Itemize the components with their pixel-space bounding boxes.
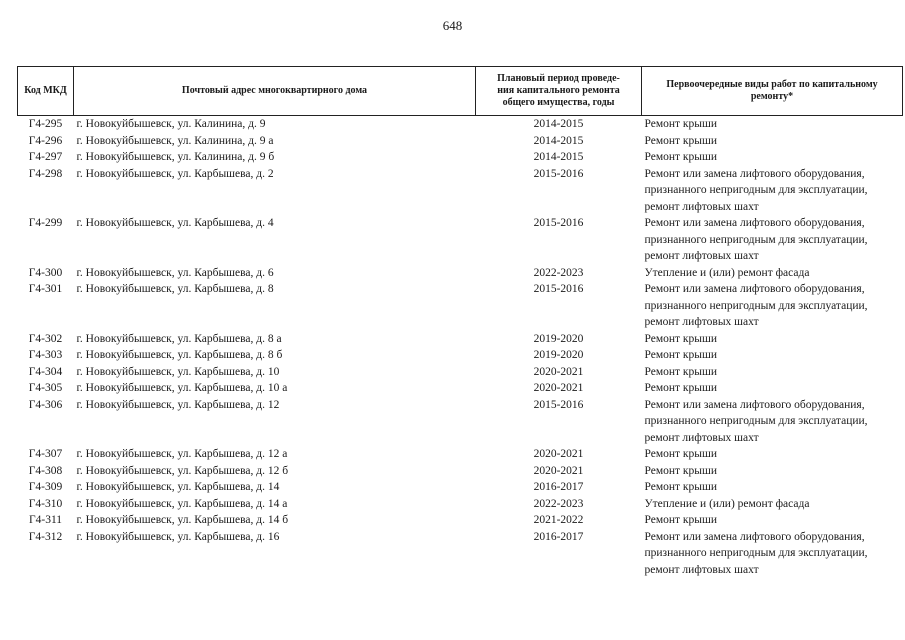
table-row: [18, 215, 903, 265]
work-type-line: Ремонт крыши: [644, 151, 718, 163]
address-cell: г. Новокуйбышевск, ул. Карбышева, д. 10 а: [76, 382, 288, 394]
header-address: Почтовый адрес многоквартирного дома: [74, 67, 476, 116]
period-cell: 2016-2017: [533, 530, 584, 543]
work-type-line: Ремонт крыши: [644, 481, 718, 493]
table-row: [18, 116, 903, 133]
table-row: [18, 166, 903, 216]
period-cell: 2019-2020: [533, 349, 584, 361]
work-types-cell: [642, 281, 903, 331]
work-type-line: Ремонт крыши: [644, 382, 718, 394]
house-code-cell: Г4-312: [28, 530, 63, 543]
page-number: 648: [442, 18, 463, 33]
work-types-cell: [642, 380, 903, 397]
work-types-cell: [642, 215, 903, 265]
house-code-cell: Г4-303: [28, 349, 63, 361]
housing-register-table: [17, 66, 903, 578]
work-types-cell: [642, 446, 903, 463]
period-cell: 2015-2016: [533, 217, 584, 229]
header-period-line-3: общего имущества, годы: [502, 97, 615, 108]
period-cell: 2016-2017: [533, 481, 584, 493]
work-types-cell: [642, 529, 903, 579]
period-cell: 2014-2015: [533, 151, 584, 163]
address-cell: г. Новокуйбышевск, ул. Карбышева, д. 4: [76, 217, 274, 229]
period-cell: 2020-2021: [533, 365, 584, 378]
work-types-cell: [642, 116, 903, 133]
address-cell: г. Новокуйбышевск, ул. Карбышева, д. 14: [76, 481, 280, 493]
work-type-line: Ремонт крыши: [644, 118, 718, 130]
address-cell: г. Новокуйбышевск, ул. Карбышева, д. 14 а: [76, 497, 288, 510]
work-type-line: признанного непригодным для эксплуатации,: [644, 233, 868, 246]
address-cell: г. Новокуйбышевск, ул. Калинина, д. 9: [76, 118, 266, 130]
work-type-line: Ремонт или замена лифтового оборудования,: [644, 398, 865, 411]
work-types-cell: [642, 331, 903, 348]
house-code-cell: Г4-310: [28, 497, 63, 510]
house-code-cell: Г4-297: [28, 151, 63, 163]
work-types-cell: [642, 133, 903, 150]
work-type-line: ремонт лифтовых шахт: [644, 316, 759, 328]
work-types-cell: [642, 347, 903, 364]
house-code-cell: Г4-304: [28, 365, 63, 378]
header-work-line-1: Первоочередные виды работ по капитальному: [666, 79, 878, 90]
work-type-line: признанного непригодным для эксплуатации,: [644, 184, 868, 196]
house-code-cell: Г4-309: [28, 481, 63, 493]
table-row: [18, 281, 903, 331]
table-header-row: [18, 67, 903, 116]
address-cell: г. Новокуйбышевск, ул. Карбышева, д. 10: [76, 365, 280, 378]
period-cell: 2015-2016: [533, 283, 584, 295]
work-types-cell: [642, 512, 903, 529]
table-row: [18, 397, 903, 447]
table-row: [18, 265, 903, 282]
work-types-cell: [642, 496, 903, 513]
address-cell: г. Новокуйбышевск, ул. Карбышева, д. 12 б: [76, 464, 289, 477]
house-code-cell: Г4-300: [28, 266, 63, 279]
work-types-cell: [642, 479, 903, 496]
period-cell: 2014-2015: [533, 134, 584, 147]
table-row: [18, 529, 903, 579]
address-cell: г. Новокуйбышевск, ул. Калинина, д. 9 а: [76, 134, 274, 147]
period-cell: 2015-2016: [533, 167, 584, 180]
table-row: [18, 331, 903, 348]
header-work: [642, 67, 903, 116]
work-type-line: Ремонт крыши: [644, 448, 718, 460]
work-type-line: Ремонт крыши: [644, 514, 718, 526]
work-type-line: признанного непригодным для эксплуатации,: [644, 547, 868, 559]
table-row: [18, 380, 903, 397]
period-cell: 2020-2021: [533, 464, 584, 477]
work-type-line: Ремонт или замена лифтового оборудования,: [644, 217, 865, 229]
work-type-line: ремонт лифтовых шахт: [644, 200, 759, 213]
address-cell: г. Новокуйбышевск, ул. Карбышева, д. 16: [76, 530, 280, 543]
work-type-line: Ремонт крыши: [644, 464, 718, 477]
work-type-line: ремонт лифтовых шахт: [644, 431, 759, 444]
work-type-line: Ремонт крыши: [644, 134, 718, 147]
period-cell: 2020-2021: [533, 382, 584, 394]
header-period-line-2: ния капитального ремонта: [497, 85, 620, 96]
house-code-cell: Г4-308: [28, 464, 63, 477]
table-row: [18, 149, 903, 166]
work-types-cell: [642, 149, 903, 166]
period-cell: 2020-2021: [533, 448, 584, 460]
house-code-cell: Г4-296: [28, 134, 63, 147]
header-code: Код МКД: [18, 67, 74, 116]
work-type-line: признанного непригодным для эксплуатации,: [644, 299, 868, 312]
address-cell: г. Новокуйбышевск, ул. Карбышева, д. 8 а: [76, 332, 282, 345]
work-types-cell: [642, 397, 903, 447]
address-cell: г. Новокуйбышевск, ул. Карбышева, д. 6: [76, 266, 274, 279]
work-types-cell: [642, 364, 903, 381]
period-cell: 2021-2022: [533, 514, 584, 526]
house-code-cell: Г4-302: [28, 332, 63, 345]
work-type-line: признанного непригодным для эксплуатации,: [644, 415, 868, 427]
header-period-line-1: Плановый период проведе-: [497, 73, 620, 84]
period-cell: 2015-2016: [533, 398, 584, 411]
work-types-cell: [642, 166, 903, 216]
address-cell: г. Новокуйбышевск, ул. Карбышева, д. 12 а: [76, 448, 288, 460]
address-cell: г. Новокуйбышевск, ул. Карбышева, д. 12: [76, 398, 280, 411]
work-type-line: Ремонт или замена лифтового оборудования,: [644, 167, 865, 180]
table-row: [18, 446, 903, 463]
house-code-cell: Г4-306: [28, 398, 63, 411]
address-cell: г. Новокуйбышевск, ул. Карбышева, д. 8 б: [76, 349, 283, 361]
table-row: [18, 133, 903, 150]
table-body: [18, 116, 903, 579]
table-row: [18, 496, 903, 513]
work-type-line: Ремонт крыши: [644, 365, 718, 378]
table-row: [18, 512, 903, 529]
house-code-cell: Г4-307: [28, 448, 63, 460]
work-type-line: ремонт лифтовых шахт: [644, 250, 759, 262]
table-row: [18, 463, 903, 480]
house-code-cell: Г4-298: [28, 167, 63, 180]
address-cell: г. Новокуйбышевск, ул. Карбышева, д. 2: [76, 167, 274, 180]
address-cell: г. Новокуйбышевск, ул. Карбышева, д. 8: [76, 283, 274, 295]
house-code-cell: Г4-295: [28, 118, 63, 130]
address-cell: г. Новокуйбышевск, ул. Карбышева, д. 14 б: [76, 514, 289, 526]
header-work-line-2: ремонту*: [750, 91, 794, 102]
house-code-cell: Г4-301: [28, 283, 63, 295]
house-code-cell: Г4-311: [28, 514, 63, 526]
table-row: [18, 347, 903, 364]
work-types-cell: [642, 463, 903, 480]
header-period: [476, 67, 642, 116]
work-type-line: Утепление и (или) ремонт фасада: [644, 266, 810, 279]
period-cell: 2019-2020: [533, 332, 584, 345]
work-type-line: Ремонт или замена лифтового оборудования,: [644, 283, 865, 295]
house-code-cell: Г4-299: [28, 217, 63, 229]
period-cell: 2022-2023: [533, 497, 584, 510]
house-code-cell: Г4-305: [28, 382, 63, 394]
work-type-line: Ремонт крыши: [644, 349, 718, 361]
work-type-line: ремонт лифтовых шахт: [644, 563, 759, 576]
work-type-line: Утепление и (или) ремонт фасада: [644, 497, 810, 510]
period-cell: 2022-2023: [533, 266, 584, 279]
table-row: [18, 364, 903, 381]
address-cell: г. Новокуйбышевск, ул. Калинина, д. 9 б: [76, 151, 275, 163]
work-types-cell: [642, 265, 903, 282]
work-type-line: Ремонт крыши: [644, 332, 718, 345]
period-cell: 2014-2015: [533, 118, 584, 130]
table-row: [18, 479, 903, 496]
work-type-line: Ремонт или замена лифтового оборудования,: [644, 530, 865, 543]
